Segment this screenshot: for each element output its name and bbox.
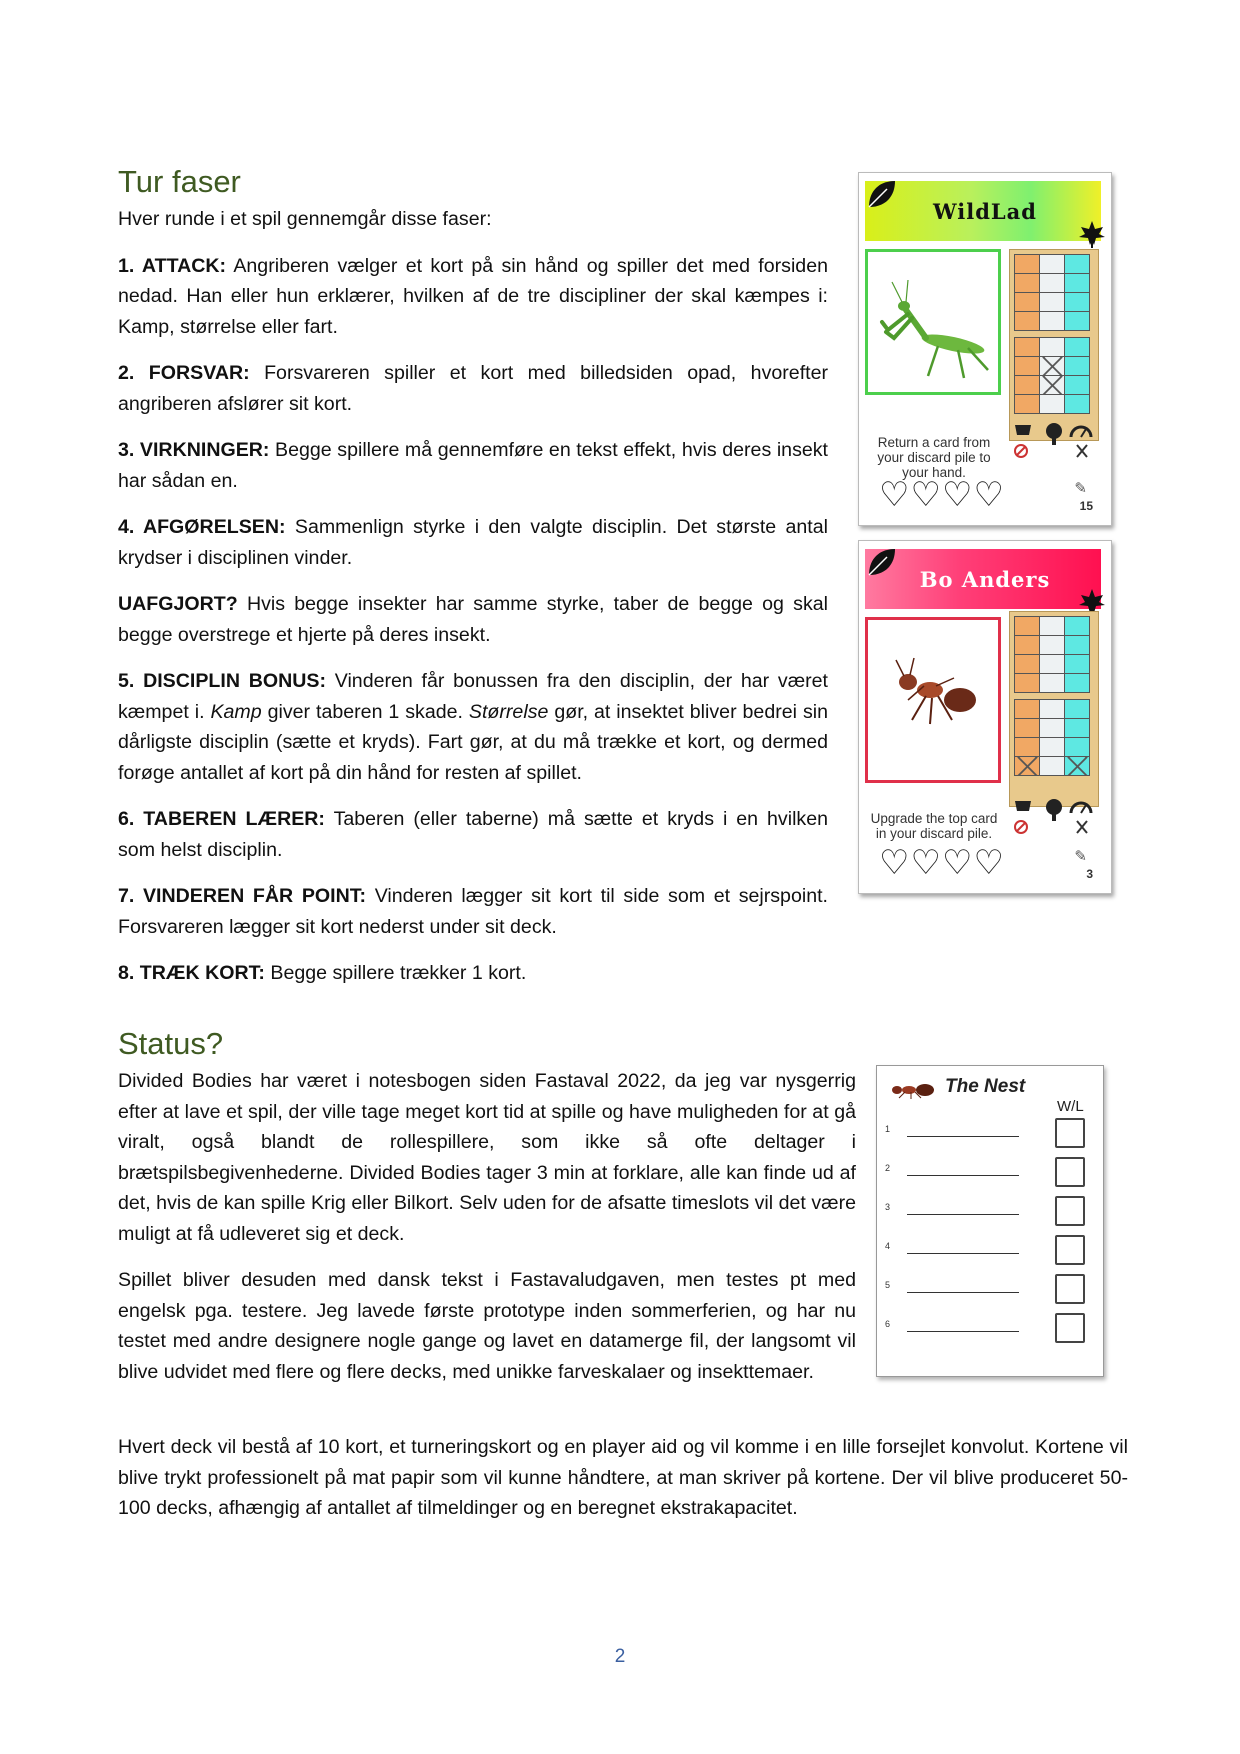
wl-checkbox[interactable]	[1055, 1274, 1085, 1304]
wl-checkbox[interactable]	[1055, 1313, 1085, 1343]
card-number: 3	[1086, 867, 1093, 881]
row-number: 6	[885, 1319, 891, 1329]
phase-paragraph: 5. DISCIPLIN BONUS: Vinderen får bonussen fra den disciplin, der har været kæmpet i. Kamp giver taberen 1 skade. Størrelse gør, at insektet bliver bedrei sin dårligste disciplin (sætte et kryds). Fart gør, at du må trække et kort, og dermed forøge antallet af kort på din hånd for resten af spillet.	[118, 670, 828, 784]
wl-checkbox[interactable]	[1055, 1157, 1085, 1187]
size-icon	[1046, 799, 1062, 821]
stat-grid-top	[1014, 254, 1090, 331]
phase-paragraph: 3. VIRKNINGER: Begge spillere må gennemføre en tekst effekt, hvis deres insekt har sådan en.	[118, 439, 829, 492]
stat-grid-bottom	[1014, 699, 1090, 776]
feather-icon: ✎	[1074, 480, 1087, 497]
ant-icon	[887, 1078, 937, 1100]
name-line[interactable]	[907, 1136, 1019, 1137]
the-nest-tracker-card	[876, 1065, 1104, 1377]
status-paragraph-3: Hvert deck vil bestå af 10 kort, et turneringskort og en player aid og vil komme i en lille forsejlet konvolut. Kortene vil blive trykt professionelt på mat papir som vil kunne håndtere, at man skriver på kortene. Der vil blive produceret 50-100 decks, afhængig af antallet af tilmeldinger og en beregnet ekstrakapacitet.	[118, 1436, 1128, 1519]
discipline-icons	[1009, 421, 1099, 461]
tracker-row	[885, 1196, 1095, 1226]
size-icon	[1046, 423, 1062, 445]
card-number: 15	[1079, 499, 1093, 513]
mantis-icon	[868, 252, 998, 392]
insect-card-wildlad	[858, 172, 1112, 526]
stat-grid-top	[1014, 616, 1090, 693]
fight-icon	[1015, 425, 1031, 435]
tracker-title: The Nest	[945, 1076, 1026, 1097]
tracker-row	[885, 1274, 1095, 1304]
status-paragraph-1: Divided Bodies har været i notesbogen siden Fastaval 2022, da jeg var nysgerrig efter at lave et spil, der ville tage meget kort tid at spille og have muligheden for at gå viralt, også blandt de rollespillere, som ikke så ofte deltager i brætspilsbegivenhederne. Divided Bodies tager 3 min at forklare, alle kan finde ud af det, hvis de kan spille Krig eller Bilkort. Selv uden for de afsatte timeslots vil det være muligt at få udleveret sig et deck.	[118, 1070, 856, 1245]
hearts: ♡♡♡♡	[879, 844, 1005, 882]
tracker-row	[885, 1313, 1095, 1343]
wl-checkbox[interactable]	[1055, 1196, 1085, 1226]
wl-checkbox[interactable]	[1055, 1235, 1085, 1265]
hearts: ♡♡♡♡	[879, 476, 1005, 514]
no-icon	[1015, 821, 1027, 833]
name-line[interactable]	[907, 1214, 1019, 1215]
name-line[interactable]	[907, 1292, 1019, 1293]
name-line[interactable]	[907, 1175, 1019, 1176]
status-text-full	[118, 1432, 1128, 1540]
insect-image-mantis	[865, 249, 1001, 395]
section-title-status: Status?	[118, 1026, 224, 1061]
status-paragraph-2: Spillet bliver desuden med dansk tekst i Fastavaludgaven, men testes pt med engelsk pga. testere. Jeg lavede første prototype inden sommerferien, og har nu testet med andre designere nogle gange og lavet en datamerge fil, der langsomt vil blive udvidet med flere og flere decks, med unikke farveskalaer og insekttemaer.	[118, 1269, 856, 1383]
row-number: 3	[885, 1202, 891, 1212]
tracker-row	[885, 1235, 1095, 1265]
wl-checkbox[interactable]	[1055, 1118, 1085, 1148]
phases-text	[118, 204, 828, 1005]
row-number: 2	[885, 1163, 891, 1173]
tracker-row	[885, 1118, 1095, 1148]
phase-paragraph: UAFGJORT? Hvis begge insekter har samme styrke, taber de begge og skal begge overstrege et hjerte på deres insekt.	[118, 593, 828, 646]
name-line[interactable]	[907, 1331, 1019, 1332]
speed-icon	[1071, 427, 1091, 437]
feather-icon: ✎	[1074, 848, 1087, 865]
speed-icon	[1071, 803, 1091, 813]
tracker-row	[885, 1157, 1095, 1187]
phase-paragraph: 7. VINDEREN FÅR POINT: Vinderen lægger sit kort til side som et sejrspoint. Forsvareren lægger sit kort nederst under sit deck.	[118, 885, 828, 938]
phase-paragraph: 8. TRÆK KORT: Begge spillere trækker 1 kort.	[118, 962, 527, 984]
intro-paragraph: Hver runde i et spil gennemgår disse faser:	[118, 208, 492, 230]
phase-paragraph: 2. FORSVAR: Forsvareren spiller et kort med billedsiden opad, hvorefter angriberen afslører sit kort.	[118, 362, 829, 415]
no-icon	[1015, 445, 1027, 457]
cross-icon	[1077, 445, 1087, 457]
wl-header: W/L	[1057, 1098, 1084, 1115]
ant-icon	[868, 620, 998, 780]
section-title-tur-faser: Tur faser	[118, 164, 241, 199]
stat-grid-bottom	[1014, 337, 1090, 414]
card-effect-text: Return a card from your discard pile to your hand.	[877, 435, 991, 480]
stat-grid	[1009, 249, 1099, 441]
phase-paragraph: 1. ATTACK: Angriberen vælger et kort på sin hånd og spiller det med forsiden nedad. Han eller hun erklærer, hvilken af de tre discipliner der skal kæmpes i: Kamp, størrelse eller fart.	[118, 254, 829, 338]
stat-grid	[1009, 611, 1099, 807]
row-number: 4	[885, 1241, 891, 1251]
name-line[interactable]	[907, 1253, 1019, 1254]
phase-paragraph: 6. TABEREN LÆRER: Taberen (eller taberne) må sætte et kryds i en hvilken som helst disciplin.	[118, 808, 829, 861]
card-effect-text: Upgrade the top card in your discard pile.	[870, 811, 998, 841]
insect-image-ant	[865, 617, 1001, 783]
fight-icon	[1015, 801, 1031, 811]
page-number: 2	[614, 1646, 626, 1667]
cross-icon	[1077, 821, 1087, 833]
row-number: 1	[885, 1124, 891, 1134]
card-name: Bo Anders	[919, 567, 1051, 592]
phase-paragraph: 4. AFGØRELSEN: Sammenlign styrke i den valgte disciplin. Det største antal krydser i disciplinen vinder.	[118, 516, 828, 569]
insect-card-bo-anders	[858, 540, 1112, 894]
row-number: 5	[885, 1280, 891, 1290]
discipline-icons	[1009, 797, 1099, 837]
status-text	[118, 1066, 856, 1403]
card-name: WildLad	[933, 199, 1037, 224]
